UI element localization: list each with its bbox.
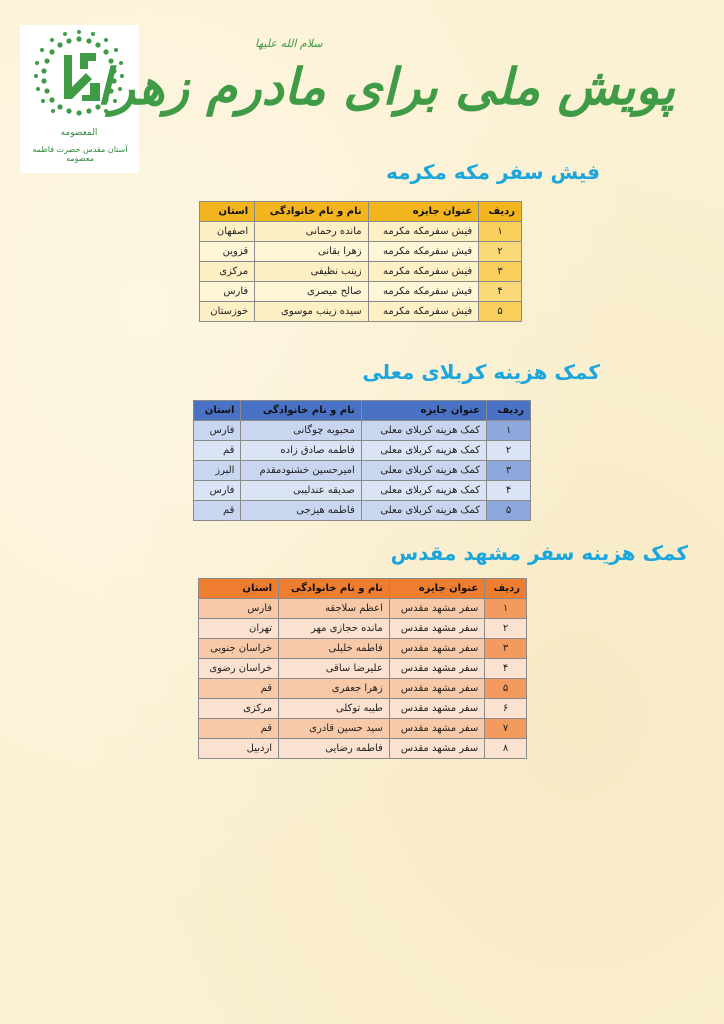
cell-row-number: ۱	[479, 222, 522, 242]
cell-row-number: ۳	[485, 639, 527, 659]
banner-salutation: سلام الله علیها	[255, 37, 323, 50]
col-header-full-name: نام و نام خانوادگی	[255, 202, 368, 222]
cell-full-name: علیرضا ساقی	[279, 659, 390, 679]
table-row	[194, 441, 531, 461]
table-row	[200, 302, 522, 322]
cell-province: فارس	[194, 481, 241, 501]
cell-province: قم	[199, 719, 279, 739]
table-row	[199, 699, 527, 719]
cell-prize-title: سفر مشهد مقدس	[389, 679, 484, 699]
col-header-row-number: ردیف	[479, 202, 522, 222]
logo-name-text: المعصومه	[60, 128, 98, 138]
cell-row-number: ۲	[487, 441, 531, 461]
cell-province: مرکزی	[199, 699, 279, 719]
table-row	[199, 639, 527, 659]
table-row	[200, 222, 522, 242]
table-row	[200, 282, 522, 302]
section-title-mecca: فیش سفر مکه مکرمه	[385, 160, 600, 184]
col-header-prize-title: عنوان جایزه	[361, 401, 486, 421]
cell-prize-title: سفر مشهد مقدس	[389, 699, 484, 719]
cell-prize-title: سفر مشهد مقدس	[389, 599, 484, 619]
cell-full-name: فاطمه رضایی	[279, 739, 390, 759]
col-header-row-number: ردیف	[485, 579, 527, 599]
cell-prize-title: سفر مشهد مقدس	[389, 739, 484, 759]
cell-full-name: فاطمه خلیلی	[279, 639, 390, 659]
cell-prize-title: سفر مشهد مقدس	[389, 719, 484, 739]
cell-full-name: فاطمه صادق زاده	[241, 441, 361, 461]
cell-full-name: زهرا بقانی	[255, 242, 368, 262]
col-header-province: استان	[199, 579, 279, 599]
cell-row-number: ۳	[487, 461, 531, 481]
cell-full-name: صالح میصری	[255, 282, 368, 302]
section-title-karbala: کمک هزینه کربلای معلی	[362, 360, 600, 384]
table-row	[199, 679, 527, 699]
cell-full-name: صدیقه عندلیبی	[241, 481, 361, 501]
cell-province: فارس	[200, 282, 255, 302]
table-row	[194, 481, 531, 501]
cell-prize-title: سفر مشهد مقدس	[389, 659, 484, 679]
cell-province: البرز	[194, 461, 241, 481]
cell-province: قم	[194, 441, 241, 461]
cell-prize-title: کمک هزینه کربلای معلی	[361, 441, 486, 461]
cell-prize-title: فیش سفرمکه مکرمه	[368, 282, 479, 302]
cell-prize-title: سفر مشهد مقدس	[389, 639, 484, 659]
cell-row-number: ۱	[487, 421, 531, 441]
cell-row-number: ۵	[487, 501, 531, 521]
cell-province: فارس	[194, 421, 241, 441]
cell-row-number: ۵	[479, 302, 522, 322]
cell-row-number: ۵	[485, 679, 527, 699]
col-header-province: استان	[200, 202, 255, 222]
cell-province: مرکزی	[200, 262, 255, 282]
table-row	[199, 739, 527, 759]
table-header-row	[199, 579, 527, 599]
table-row	[199, 619, 527, 639]
col-header-province: استان	[194, 401, 241, 421]
col-header-prize-title: عنوان جایزه	[389, 579, 484, 599]
cell-full-name: مانده حجازی مهر	[279, 619, 390, 639]
cell-full-name: سید حسین قادری	[279, 719, 390, 739]
table-row	[199, 659, 527, 679]
cell-row-number: ۳	[479, 262, 522, 282]
col-header-prize-title: عنوان جایزه	[368, 202, 479, 222]
cell-prize-title: کمک هزینه کربلای معلی	[361, 481, 486, 501]
cell-row-number: ۴	[485, 659, 527, 679]
col-header-full-name: نام و نام خانوادگی	[279, 579, 390, 599]
banner-title: پویش ملی برای مادرم زهرا	[97, 57, 675, 116]
table-row	[199, 599, 527, 619]
campaign-banner	[97, 35, 675, 150]
table-row	[200, 262, 522, 282]
cell-row-number: ۷	[485, 719, 527, 739]
cell-prize-title: فیش سفرمکه مکرمه	[368, 302, 479, 322]
col-header-full-name: نام و نام خانوادگی	[241, 401, 361, 421]
cell-province: تهران	[199, 619, 279, 639]
cell-full-name: اعظم سلاجقه	[279, 599, 390, 619]
cell-province: خراسان رضوی	[199, 659, 279, 679]
cell-full-name: امیرحسین خشنودمقدم	[241, 461, 361, 481]
cell-row-number: ۸	[485, 739, 527, 759]
cell-full-name: فاطمه هیزجی	[241, 501, 361, 521]
table-row	[199, 719, 527, 739]
cell-row-number: ۲	[485, 619, 527, 639]
table-mecca	[199, 201, 522, 322]
table-row	[200, 242, 522, 262]
cell-full-name: زینب نظیفی	[255, 262, 368, 282]
table-karbala	[193, 400, 531, 521]
cell-row-number: ۴	[487, 481, 531, 501]
cell-province: اردبیل	[199, 739, 279, 759]
cell-row-number: ۱	[485, 599, 527, 619]
cell-row-number: ۶	[485, 699, 527, 719]
cell-prize-title: فیش سفرمکه مکرمه	[368, 262, 479, 282]
cell-province: قزوین	[200, 242, 255, 262]
col-header-row-number: ردیف	[487, 401, 531, 421]
table-header-row	[200, 202, 522, 222]
cell-full-name: زهرا جعفری	[279, 679, 390, 699]
cell-prize-title: فیش سفرمکه مکرمه	[368, 222, 479, 242]
table-row	[194, 421, 531, 441]
cell-full-name: مانده رحمانی	[255, 222, 368, 242]
cell-province: فارس	[199, 599, 279, 619]
cell-full-name: طیبه توکلی	[279, 699, 390, 719]
cell-province: قم	[194, 501, 241, 521]
table-row	[194, 501, 531, 521]
table-row	[194, 461, 531, 481]
table-mashhad	[198, 578, 527, 759]
cell-full-name: محبوبه چوگانی	[241, 421, 361, 441]
cell-row-number: ۲	[479, 242, 522, 262]
cell-prize-title: فیش سفرمکه مکرمه	[368, 242, 479, 262]
cell-prize-title: سفر مشهد مقدس	[389, 619, 484, 639]
cell-province: خوزستان	[200, 302, 255, 322]
cell-row-number: ۴	[479, 282, 522, 302]
cell-full-name: سیده زینب موسوی	[255, 302, 368, 322]
cell-province: خراسان جنوبی	[199, 639, 279, 659]
table-header-row	[194, 401, 531, 421]
cell-province: قم	[199, 679, 279, 699]
cell-prize-title: کمک هزینه کربلای معلی	[361, 421, 486, 441]
cell-province: اصفهان	[200, 222, 255, 242]
section-title-mashhad: کمک هزینه سفر مشهد مقدس	[390, 541, 688, 565]
cell-prize-title: کمک هزینه کربلای معلی	[361, 501, 486, 521]
cell-prize-title: کمک هزینه کربلای معلی	[361, 461, 486, 481]
logo-org-text: آستان مقدس حضرت فاطمه معصومه	[32, 145, 128, 163]
